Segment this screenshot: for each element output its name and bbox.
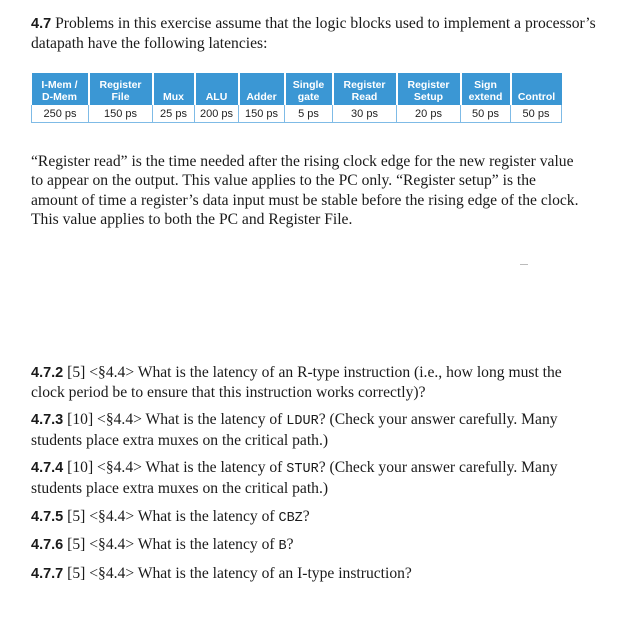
question-number: 4.7.4	[31, 460, 64, 476]
question-number: 4.7.5	[31, 509, 64, 525]
header-sign-extend: Sign extend	[461, 73, 511, 105]
value-adder: 150 ps	[239, 105, 285, 123]
question-number: 4.7.3	[31, 412, 64, 428]
header-adder: Adder	[239, 73, 285, 105]
header-single-gate: Single gate	[285, 73, 333, 105]
header-register-file: Register File	[89, 73, 153, 105]
question-text: What is the latency of	[137, 536, 275, 553]
value-single-gate: 5 ps	[285, 105, 333, 123]
header-register-setup: Register Setup	[397, 73, 461, 105]
header-mux: Mux	[153, 73, 195, 105]
header-imem-dmem: I-Mem / D-Mem	[32, 73, 89, 105]
question-meta: [5] <§4.4>	[67, 508, 135, 525]
instruction-code: CBZ	[278, 511, 303, 526]
question-text: What is the latency of an I-type instruction?	[137, 565, 412, 582]
question-text: What is the latency of	[145, 411, 283, 428]
latency-table	[31, 73, 562, 123]
value-imem-dmem: 250 ps	[32, 105, 89, 123]
register-timing-description: “Register read” is the time needed after the rising clock edge for the new register value to appear on the output. This value applies to the PC only. “Register setup” is the amount of time a register’s data input must be stable before the rising edge of the clock. This value applies to both the PC and Register File.	[31, 153, 579, 228]
instruction-code: B	[278, 539, 287, 554]
value-register-file: 150 ps	[89, 105, 153, 123]
instruction-code: LDUR	[286, 414, 319, 429]
question-text: What is the latency of	[137, 508, 275, 525]
header-control: Control	[511, 73, 562, 105]
question-text-tail: ?	[286, 536, 294, 553]
value-register-setup: 20 ps	[397, 105, 461, 123]
question-meta: [5] <§4.4>	[67, 565, 135, 582]
question-number: 4.7.2	[31, 365, 64, 381]
question-meta: [10] <§4.4>	[67, 459, 142, 476]
question-meta: [5] <§4.4>	[67, 536, 135, 553]
value-sign-extend: 50 ps	[461, 105, 511, 123]
question-text: What is the latency of	[145, 459, 283, 476]
question-text-tail: ? (Check your answer carefully. Many students place extra muxes on the critical path.)	[31, 411, 558, 450]
value-alu: 200 ps	[195, 105, 239, 123]
question-4-7-7	[31, 564, 589, 584]
question-meta: [10] <§4.4>	[67, 411, 142, 428]
latency-table-value-row	[32, 105, 562, 123]
problem-number: 4.7	[31, 16, 52, 32]
question-meta: [5] <§4.4>	[67, 364, 135, 381]
question-4-7-4	[31, 458, 589, 499]
value-control: 50 ps	[511, 105, 562, 123]
value-mux: 25 ps	[153, 105, 195, 123]
instruction-code: STUR	[286, 462, 319, 477]
question-text-tail: ?	[302, 508, 310, 525]
question-4-7-6	[31, 535, 589, 556]
question-number: 4.7.6	[31, 537, 64, 553]
question-4-7-2	[31, 363, 589, 403]
problem-intro	[31, 14, 611, 53]
latency-table-header-row	[32, 73, 562, 105]
problem-intro-text: Problems in this exercise assume that the logic blocks used to implement a processor’s datapath have the following latencies:	[31, 15, 596, 52]
question-number: 4.7.7	[31, 566, 64, 582]
value-register-read: 30 ps	[333, 105, 397, 123]
scan-mark	[520, 264, 528, 265]
header-alu: ALU	[195, 73, 239, 105]
question-4-7-5	[31, 507, 589, 528]
question-text-tail: ? (Check your answer carefully. Many students place extra muxes on the critical path.)	[31, 459, 558, 498]
question-text: What is the latency of an R-type instruction (i.e., how long must the clock period be to ensure that this instruction works correctly)?	[31, 364, 562, 402]
question-4-7-3	[31, 410, 589, 451]
header-register-read: Register Read	[333, 73, 397, 105]
